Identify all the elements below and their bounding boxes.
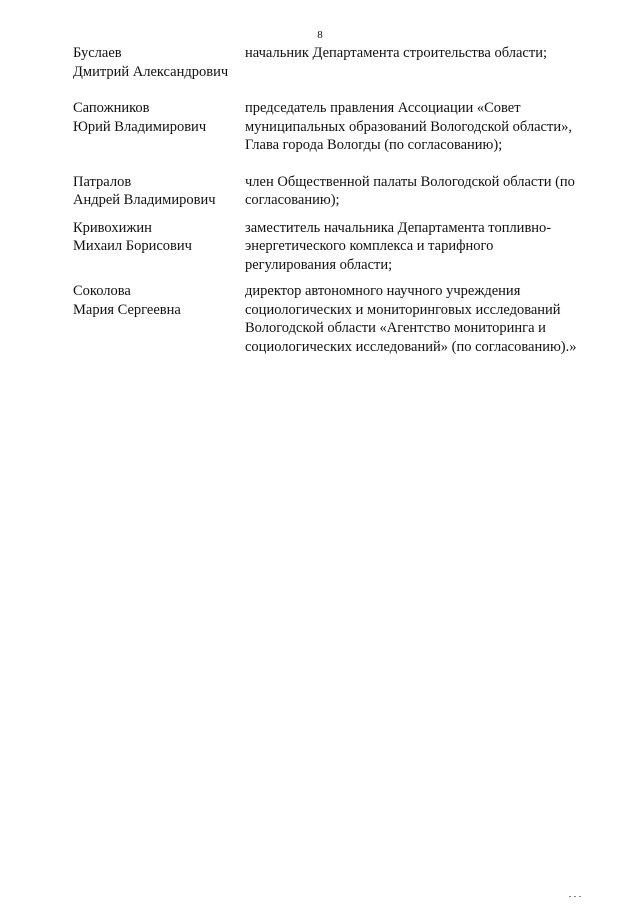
member-position xyxy=(245,99,603,155)
member-surname: Кривохижин xyxy=(73,219,152,236)
member-surname: Патралов xyxy=(73,173,132,190)
member-given-names: Михаил Борисович xyxy=(73,238,192,254)
member-name xyxy=(73,99,245,155)
position-line: энергетического комплекса и тарифного xyxy=(245,238,494,254)
member-row xyxy=(73,99,603,155)
member-row xyxy=(73,282,603,356)
member-name xyxy=(73,282,245,356)
member-position xyxy=(245,173,603,210)
member-position xyxy=(245,219,603,275)
member-name xyxy=(73,219,245,275)
position-line: заместитель начальника Департамента топливно- xyxy=(245,219,552,236)
position-line: директор автономного научного учреждения xyxy=(245,283,521,299)
position-line: социологических и мониторинговых исследований xyxy=(245,301,561,318)
member-row xyxy=(73,44,603,81)
member-list xyxy=(73,44,603,356)
member-name xyxy=(73,173,245,210)
member-name xyxy=(73,44,245,81)
scan-mark xyxy=(567,894,587,900)
member-given-names: Мария Сергеевна xyxy=(73,301,181,318)
position-line: Вологодской области «Агентство мониторинга и xyxy=(245,320,546,336)
position-line: председатель правления Ассоциации «Совет xyxy=(245,100,521,116)
position-line: муниципальных образований Вологодской области», xyxy=(245,118,572,135)
position-line: Глава города Вологды (по согласованию); xyxy=(245,137,503,153)
page-number: 8 xyxy=(317,29,323,41)
member-surname: Буслаев xyxy=(73,45,122,61)
position-line: начальник Департамента строительства области; xyxy=(245,45,547,61)
member-given-names: Андрей Владимирович xyxy=(73,192,216,208)
member-row xyxy=(73,173,603,210)
position-line: согласованию); xyxy=(245,192,340,208)
member-given-names: Юрий Владимирович xyxy=(73,118,207,135)
position-line: социологических исследований» (по согласованию).» xyxy=(245,338,577,355)
member-position xyxy=(245,282,603,356)
position-line: член Общественной палаты Вологодской области (по xyxy=(245,173,575,190)
member-given-names: Дмитрий Александрович xyxy=(73,63,229,80)
member-row xyxy=(73,219,603,275)
member-position xyxy=(245,44,603,81)
member-surname: Соколова xyxy=(73,283,131,299)
member-surname: Сапожников xyxy=(73,100,150,116)
position-line: регулирования области; xyxy=(245,256,393,273)
